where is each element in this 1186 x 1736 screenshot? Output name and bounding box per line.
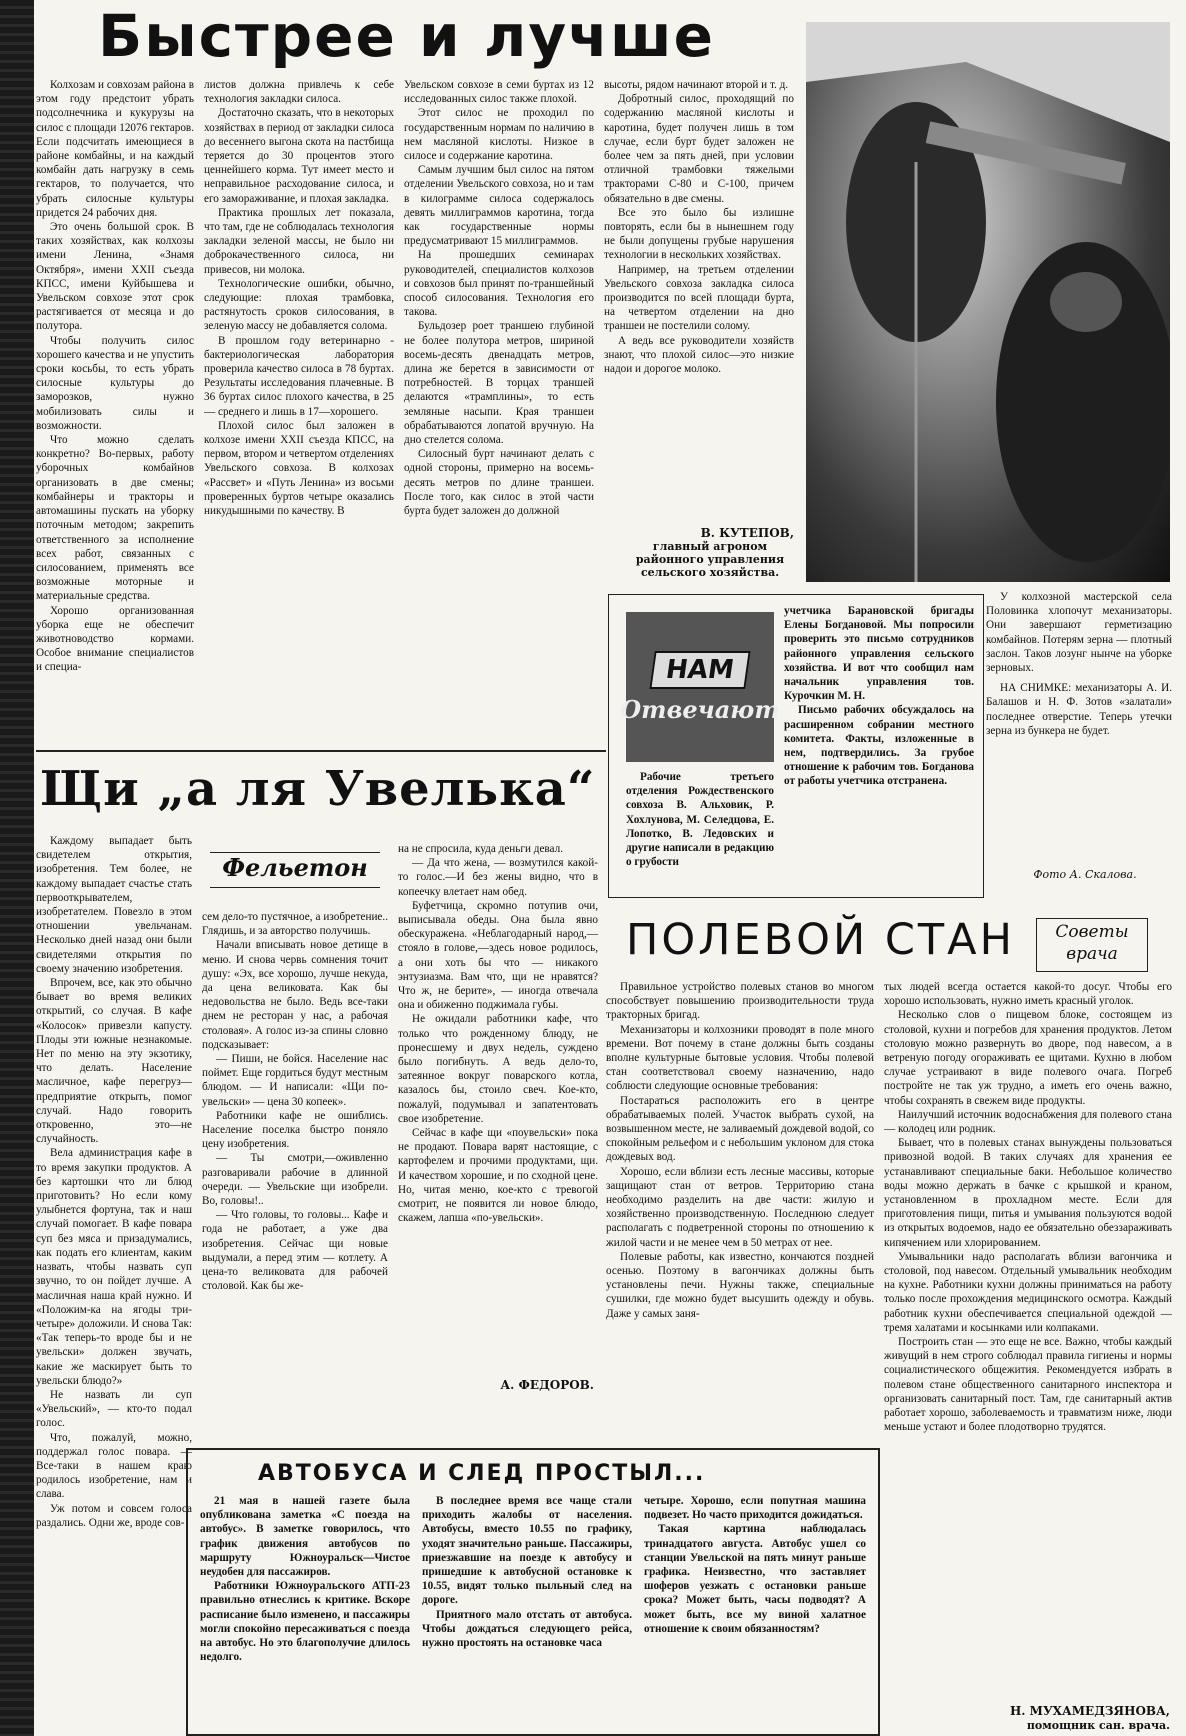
- headline-shchi: Щи „а ля Увелька“: [40, 761, 596, 817]
- article4-col1: 21 мая в нашей газете была опубликована заметка «С поезда на автобус». В заметке говорилось, что график движения автобусов по маршруту Южноуральск—Чистое неудобен для пассажиров. Работники Южноуральского АТП-23 правильно отнеслись к критике. Вскоре расписание было изменено, и пассажиры могли спокойно пересаживаться с поезда на автобус. Но это благополучие длилось недолго.: [200, 1495, 410, 1664]
- answers-col2: учетчика Барановской бригады Елены Богдановой. Мы попросили проверить это письмо сотрудников районного управления сельского хозяйства. И вот что сообщил нам начальник управления тов. Курочкин М. Н. Письмо рабочих обсуждалось на расширенном собрании местного комитета. Факты, изложенные в нем, подтвердились. За грубое отношение к рабочим тов. Богданова от работы учетчика отстранена.: [784, 605, 974, 788]
- torn-page-edge: [0, 0, 34, 1736]
- article2-col2: сем дело-то пустячное, а изобретение.. Глядишь, и за авторство получишь. Начали вписывать новое детище в меню. И снова червь сомнения точит душу: «Эх, все хорошо, лучше некуда, да цена великовата. Как бы недовольства не было. Ведь все-таки днем не ресторан у нас, а рабочая столовая». А голос из-за спины словно подсказывает: — Пиши, не бойся. Население нас поймет. Еще гордиться будут местным блюдом. — И написали: «Щи по-увельски» — цена 30 копеек». Работники кафе не ошиблись. Население поселка быстро поняло цену изобретения. — Ты смотри,—оживленно разговаривали рабочие в длинной очереди. — Увельские щи изобрели. Во, головы!.. — Что головы, то головы... Кафе и года не работает, а уже два изобретения. Сейчас щи новые выдумали, а перед этим — котлету. А цена-то великовата для рабочей столовой. Как бы же-: [202, 911, 388, 1293]
- article3-rubric: Советы врача: [1036, 918, 1148, 972]
- photo-combine-repair: [806, 22, 1170, 582]
- article4-col3: четыре. Хорошо, если попутная машина подвезет. Но часто приходится дожидаться. Такая картина наблюдалась тринадцатого августа. Автобус ушел со станции Увельской на пять минут раньше графика. Неизвестно, что заставляет шоферов уезжать с остановки раньше срока? Может быть, часы подводят? А может быть, все му виной халатное отношение к своим обязанностям?: [644, 1495, 866, 1635]
- answers-badge: [620, 612, 780, 762]
- headline-bystree: Быстрее и лучше: [98, 2, 715, 70]
- article3-author-title: помощник сан. врача.: [1026, 1719, 1170, 1732]
- article2-author: А. ФЕДОРОВ.: [500, 1378, 594, 1392]
- article1-col3: Увельском совхозе в семи буртах из 12 исследованных силос также плохой. Этот силос не проходил по государственным нормам по наличию в нем масляной кислоты. Низкое в силосе и содержание каротина. Самым лучшим был силос на пятом отделении Увельского совхоза, но и там в килограмме силоса содержалось девять миллиграммов каротина, тогда как государственные нормы предусматривают 15 миллиграммов. На прошедших семинарах руководителей, специалистов колхозов и совхозов был принят по-траншейный способ силосования. Технология его такова. Бульдозер роет траншею глубиной не более полутора метров, шириной восемь-десять двенадцать метров, длина же берется в зависимости от потребностей. В торцах траншей делаются «трамплины», то есть земляные насыпи. Края траншеи обрабатываются лопатой вручную. На дно стелется солома. Силосный бурт начинают делать с одной стороны, примерно на восемь-десять метров по длине траншеи. После того, как силос в этой части бурта будет заложен до должной: [404, 79, 594, 518]
- headline-bus: АВТОБУСА И СЛЕД ПРОСТЫЛ...: [258, 1461, 706, 1486]
- article3-col1: Правильное устройство полевых станов во многом способствует повышению производительности труда тракторных бригад. Механизаторы и колхозники проводят в поле много времени. Вот почему в стане должны быть созданы вполне культурные бытовые условия. Чтобы полевой стан соответствовал своему назначению, надо соблюсти следующие основные требования: Постараться расположить его в центре обрабатываемых полей. Участок выбрать сухой, на возвышенном месте, не заливаемый дождевой водой, со спокойным рельефом и с небольшим уклоном для стока дождевых вод. Хорошо, если вблизи есть лесные массивы, которые защищают стан от ветров. Территорию стана необходимо разделить на две части: жилую и хозяйственно производственную. Последнюю следует располагать с подветренной стороны по отношению к жилой части и не менее чем в 50 метрах от нее. Полевые работы, как известно, кончаются поздней осенью. Поэтому в вагончиках должны быть установлены печи. Нужны также, специальные сушилки, где можно будет высушить одежду и обувь. Даже у самых заня-: [606, 981, 874, 1320]
- feuilleton-rubric: Фельетон: [210, 852, 380, 888]
- answers-col1: Рабочие третьего отделения Рождественского совхоза В. Альховик, Р. Хохлунова, М. Селедцова, Е. Лопотко, В. Ледовских и другие написали в редакцию о грубости: [626, 771, 774, 869]
- photo-illustration: [806, 22, 1170, 582]
- article1-col2: листов должна привлечь к себе технология закладки силоса. Достаточно сказать, что в некоторых хозяйствах в период от закладки силоса до весеннего выгона скота на пастбища теряется до 30 процентов этого ценнейшего корма. Тут имеет место и неправильное расходование силоса, и его замораживание, и плохая закладка. Практика прошлых лет показала, что там, где не соблюдалась технология закладки зеленой массы, не было ни доброкачественного силоса, ни привесов, ни молока. Технологические ошибки, обычно, следующие: плохая трамбовка, растянутость сроков силосования, в зеленую массу не добавляется солома. В прошлом году ветеринарно - бактериологическая лаборатория проверила качество силоса в 78 буртах. Результаты исследования плачевные. В 36 буртах силос плохого качества, в 25 — среднего и лишь в 17—хорошего. Плохой силос был заложен в колхозе имени XXII съезда КПСС, на первом, втором и четвертом отделениях Увельского совхоза. В колхозах «Рассвет» и «Путь Ленина» из восьми проверенных буртов четыре оказались никудышными по качеству. В: [204, 79, 394, 518]
- article3-author: Н. МУХАМЕДЗЯНОВА,: [1009, 1704, 1170, 1718]
- article1-author-title: главный агроном районного управления сельского хозяйства.: [635, 540, 785, 579]
- article1-col4: высоты, рядом начинают второй и т. д. Добротный силос, проходящий по содержанию масляной кислоты и каротина, будет получен лишь в том случае, если бурт будет заложен не более чем за пять дней, при условии отличной трамбовки тяжелыми тракторами С-80 и С-100, причем обязательно в две смены. Все это было бы излишне повторять, если бы в нынешнем году не были допущены грубые нарушения технологии в нескольких хозяйствах. Например, на третьем отделении Увельского совхоза закладка силоса производится по всей площади бурта, на четвертом отделении на дно траншеи не постелили солому. А ведь все руководители хозяйств знают, что плохой силос—это низкие надои и дорогое молоко.: [604, 79, 794, 376]
- answers-badge-bottom: Отвечают: [620, 694, 780, 724]
- article4-col2: В последнее время все чаще стали приходить жалобы от населения. Автобусы, вместо 10.55 по графику, уходят значительно раньше. Пассажиры, приезжавшие на поезде к автобусу и пришедшие к автобусной остановке к 10.55, видят только пыльный след на дороге. Приятного мало отстать от автобуса. Чтобы дождаться следующего рейса, нужно простоять на остановке часа: [422, 1495, 632, 1650]
- article1-author: В. КУТЕПОВ,: [700, 526, 794, 540]
- answers-badge-top: НАМ: [649, 651, 750, 689]
- photo-caption: У колхозной мастерской села Половинка хлопочут механизаторы. Они завершают герметизацию комбайнов. Потерям зерна — плотный заслон. Таков лозунг нынче на уборке зерновых. НА СНИМКЕ: механизаторы А. И. Балашов и Н. Ф. Зотов «залатали» последнее отверстие. Теперь утечки зерна из бункера не будет.: [986, 591, 1172, 737]
- photo-credit: Фото А. Скалова.: [1033, 868, 1137, 881]
- divider-article2: [36, 750, 606, 752]
- article2-col3: на не спросила, куда деньги девал. — Да что жена, — возмутился какой-то голос.—И без жены видно, что в копеечку влетает нам обед. Буфетчица, скромно потупив очи, выписывала обеды. Она была явно обескуражена. «Неблагодарный народ,—стояло в голове,—здесь новое родилось, а они хоть бы что — никакого энтузиазма. Вам что, щи не нравятся? Что ж, не берите», — иногда отвечала она и обиженно поджимала губы. Не ожидали работники кафе, что только что рожденному блюду, не пронесшему и двух недель, суждено было погибнуть. А ведь дело-то, затеянное вокруг поварского котла, казалось бы, стоило свеч. Кое-кто, пожалуй, подумывал и запатентовать свое изобретение. Сейчас в кафе щи «поувельски» пока не продают. Повара варят настоящие, с картофелем и прочими продуктами, щи. И качеством хорошие, и по сходной цене. Но, читая меню, кое-кто с тревогой смотрит, не появится ли новое блюдо, скажем, лапша «по-увельски».: [398, 843, 598, 1225]
- article2-col1: Каждому выпадает быть свидетелем открытия, изобретения. Тем более, не каждому выпадает счастье стать первооткрывателем, изобретателем. Повезло в этом отношении увельчанам. Несколько дней назад они были свидетелями открытия по своему значению изобретения. Впрочем, все, как это обычно бывает во время великих открытий, со случая. В кафе «Колосок» привезли капусту. Плоды эти южные незнакомые. Нет по меню на эту экзотику, что делать. Население масличное, кафе перегруз— предприятие открыть, помог случай. Надо говорить откровенно, это—не случайность. Вела администрация кафе в то время закупки продуктов. А без картошки что ли блюд приготовить? Но если кому улыбнется фортуна, так и наш случай помогает. В кафе повара суп без мяса и призадумались, как подать его клиентам, каким назвать, чтобы назвать суп звучно, то он пойдет лучше. А масличная наша край нужно. И «Положим-ка на ягоды три-четыре» доложили. И снова Так: «Так теперь-то вроде бы и не увельски» должен звучать, какие же маскирует быть то увельски блюдо?» Не назвать ли суп «Увельский», — кто-то подал голос. Что, пожалуй, можно, поддержал голос повара. — Все-таки в нашем краю родилось изобретение, нам и слава. Уж потом и совсем голоса раздались. Одни же, вроде сов-: [36, 835, 192, 1529]
- article3-col2: тых людей всегда остается какой-то досуг. Чтобы его хорошо использовать, нужно иметь красный уголок. Несколько слов о пищевом блоке, состоящем из столовой, кухни и погребов для хранения продуктов. Летом столовую можно развернуть во дворе, под навесом, а в ветреную погоду огораживать ее щитами. Кухню в любом случае устраивают в виде полевого очага. Погреб постройте не так уж трудно, а иметь его очень важно, чтобы сохранять в свежем виде продукты. Наилучший источник водоснабжения для полевого стана — колодец или родник. Бывает, что в полевых станах вынуждены пользоваться привозной водой. В таких случаях для хранения ее устанавливают специальные баки. Небольшое количество воды можно держать в бачке с крышкой и краном, установленном в прохладном месте. Если для приготовления пищи, питья и умывания пользуются водой из открытых водоемов, надо ее обязательно обеззараживать кипячением или хлорированием. Умывальники надо располагать вблизи вагончика и столовой, под навесом. Отдельный умывальник необходим на кухне. Работники кухни должны приниматься на работу только после прохождения медицинского осмотра. Каждый работник кухни обеспечивается специальной одеждой — тремя халатами и косынками или колпаками. Построить стан — это еще не все. Важно, чтобы каждый живущий в нем строго соблюдал правила гигиены и нормы социалистического общежития. Рекомендуется избрать в полевом стане общественного санитарного инспектора и организовать санитарный пост. Там, где санитарный актив работает хорошо, заболеваемость и травматизм ниже, люди меньше устают и более плодотворно трудятся.: [884, 981, 1172, 1434]
- article1-col1: Колхозам и совхозам района в этом году предстоит убрать подсолнечника и кукурузы на силос с площади 12076 гектаров. Если подсчитать имеющиеся в районе комбайны, и на каждый комбайн дать нагрузку в семь гектаров, то получается, что убрать силосные культуры придется 24 рабочих дня. Это очень большой срок. В таких хозяйствах, как колхозы имени Ленина, «Знамя Октября», имени XXII съезда КПСС, имени Куйбышева и Увельском совхозе этот срок растягивается от месяца и до полутора. Чтобы получить силос хорошего качества и не упустить сроки косьбы, то есть убрать силосные культуры до заморозков, нужно мобилизовать силы и возможности. Что можно сделать конкретно? Во-первых, работу уборочных комбайнов организовать в две смены; комбайнеры и тракторы и автомашины пускать на уборку поточным методом; закрепить ответственного за исполнение всех работ, связанных с силосованием, применять все возможные моторные и материальные средства. Хорошо организованная уборка еще не обеспечит животноводство кормами. Особое внимание специалистов и специа-: [36, 79, 194, 674]
- headline-polevoy-stan: ПОЛЕВОЙ СТАН: [626, 915, 1015, 965]
